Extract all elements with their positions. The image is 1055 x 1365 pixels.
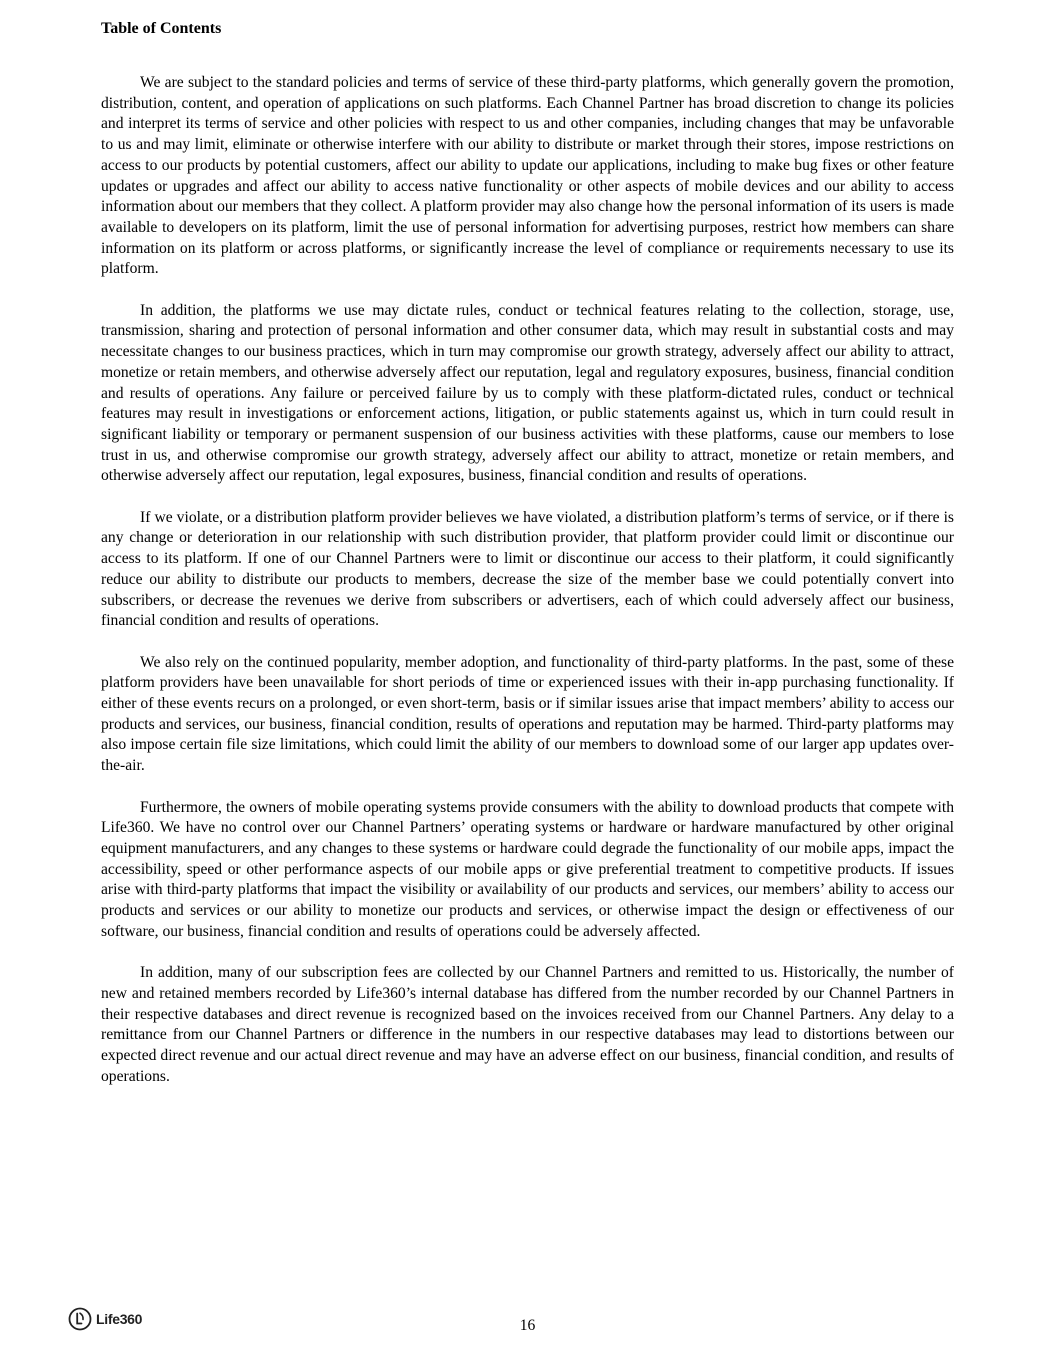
table-of-contents-link[interactable]: Table of Contents xyxy=(101,20,222,37)
paragraph: In addition, many of our subscription fees are collected by our Channel Partners and remitted to us. Historically, the number of new and retained members recorded by Life360’s internal database has differed from the number recorded by our Channel Partners in their respective databases and direct revenue is recognized based on the invoices received from our Channel Partners. Any delay to a remittance from our Channel Partners or difference in the numbers in our respective databases may lead to distortions between our expected direct revenue and our actual direct revenue and may have an adverse effect on our business, financial condition, and results of operations. xyxy=(101,964,954,1085)
paragraph: We also rely on the continued popularity, member adoption, and functionality of third-party platforms. In the past, some of these platform providers have been unavailable for short periods of time or experienced issues with their in-app purchasing functionality. If either of these events recurs on a prolonged, or even short-term, basis or if similar issues arise that impact members’ ability to access our products and services, our business, financial condition, results of operations and reputation may be harmed. Third-party platforms may also impose certain file size limitations, which could limit the ability of our members to download some of our larger app updates over-the-air. xyxy=(101,653,954,775)
paragraph: If we violate, or a distribution platform provider believes we have violated, a distribution platform’s terms of service, or if there is any change or deterioration in our relationship with such distribution provider, that platform provider could limit or discontinue our access to its platform. If one of our Channel Partners were to limit or discontinue our access to their platform, it could significantly reduce our ability to distribute our products to members, decrease the size of the member base we could potentially convert into subscribers, or decrease the revenues we derive from subscribers or advertisers, each of which could adversely affect our business, financial condition and results of operations. xyxy=(101,508,954,630)
paragraph: We are subject to the standard policies and terms of service of these third-party platforms, which generally govern the promotion, distribution, content, and operation of applications on such platforms. Each Channel Partner has broad discretion to change its policies and interpret its terms of service and other policies with respect to us and other companies, including changes that may be unfavorable to us and may limit, eliminate or otherwise interfere with our ability to distribute or market through their stores, impose restrictions on access to our products by potential customers, affect our ability to update our applications, including to make bug fixes or other feature updates or upgrades and affect our ability to access native functionality or other aspects of mobile devices and our ability to access information about our members that they collect. A platform provider may also change how the personal information of its users is made available to developers on its platform, limit the use of personal information for advertising purposes, restrict how members can share information on its platform or across platforms, or significantly increase the level of compliance or requirements necessary to use its platform. xyxy=(101,74,954,278)
paragraph: Furthermore, the owners of mobile operating systems provide consumers with the ability to download products that compete with Life360. We have no control over our Channel Partners’ operating systems or hardware or hardware manufactured by other original equipment manufacturers, and any changes to these systems or hardware could degrade the functionality of our mobile apps, impact the accessibility, speed or other performance aspects of our mobile apps or give preferential treatment to competitive products. If issues arise with third-party platforms that impact the visibility or availability of our products and services, our members’ ability to access our products and services or our ability to monetize our products and services, or otherwise impact the design or effectiveness of our software, our business, financial condition and results of operations could be adversely affected. xyxy=(101,798,954,940)
document-body xyxy=(101,73,954,1108)
logo-wordmark: Life360 xyxy=(96,1311,143,1327)
page-number: 16 xyxy=(519,1317,536,1334)
paragraph: In addition, the platforms we use may dictate rules, conduct or technical features relating to the collection, storage, use, transmission, sharing and protection of personal information and other consumer data, which may result in substantial costs and may necessitate changes to our business practices, which in turn may compromise our growth strategy, adversely affect our ability to attract, monetize or retain members, and otherwise adversely affect our reputation, legal and regulatory exposures, business, financial condition and results of operations. Any failure or perceived failure by us to comply with these platform-dictated rules, conduct or technical features may result in investigations or enforcement actions, litigation, or public statements against us, which in turn could result in significant liability or temporary or permanent suspension of our business activities with these platforms, cause our members to lose trust in us, and otherwise compromise our growth strategy, adversely affect our ability to attract, monetize or retain members, and otherwise adversely affect our reputation, legal exposures, business, financial condition and results of operations. xyxy=(101,301,954,485)
